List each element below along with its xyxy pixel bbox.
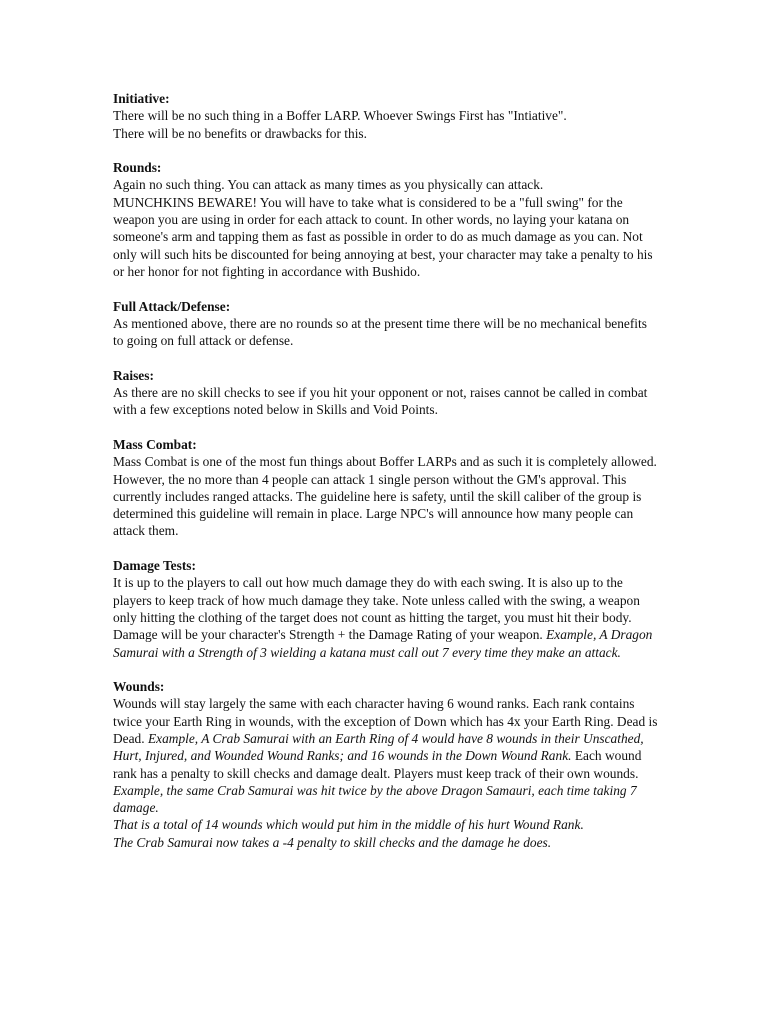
body-text: As there are no skill checks to see if you hit your opponent or not, raises cannot be called in combat with a few exceptions noted below in Skills and Void Points.: [113, 385, 648, 418]
body-text: Wounds will stay largely the same with each character having 6 wound ranks. Each rank contains twice your Earth Ring in wounds, with the exception of Down which has 4x your Earth Ring. Dead is Dead.: [113, 696, 658, 746]
section-initiative: [113, 90, 658, 142]
section-body: [113, 453, 658, 539]
section-heading: Mass Combat:: [113, 436, 197, 452]
body-text: Each wound rank has a penalty to skill checks and damage dealt. Players must keep track of their own wounds.: [113, 748, 642, 781]
body-text: There will be no such thing in a Boffer LARP. Whoever Swings First has "Intiative". There will be no benefits or drawbacks for this.: [113, 108, 567, 141]
body-text: As mentioned above, there are no rounds so at the present time there will be no mechanical benefits to going on full attack or defense.: [113, 315, 647, 349]
section-body: [113, 315, 658, 350]
example-text: Example, the same Crab Samurai was hit twice by the above Dragon Samauri, each time taking 7 damage. That is a total of 14 wounds which would put him in the middle of his hurt Wound Rank. The Crab Samurai now takes a -4 penalty to skill checks and the damage he does.: [113, 782, 637, 850]
section-body: [113, 695, 658, 851]
section-mass-combat: [113, 436, 658, 540]
section-heading: Rounds:: [113, 160, 162, 176]
section-heading: Raises:: [113, 367, 154, 383]
section-heading: Initiative:: [113, 91, 170, 106]
section-rounds: [113, 159, 658, 280]
section-heading: Full Attack/Defense:: [113, 298, 231, 314]
section-damage-tests: [113, 557, 658, 661]
section-heading: Wounds:: [113, 679, 165, 695]
section-raises: [113, 367, 658, 419]
example-text: Example, A Crab Samurai with an Earth Ring of 4 would have 8 wounds in their Unscathed, Hurt, Injured, and Wounded Wound Ranks; and 16 wounds in the Down Wound Rank.: [113, 730, 644, 764]
section-wounds: [113, 678, 658, 851]
section-body: [113, 384, 658, 419]
body-text: It is up to the players to call out how much damage they do with each swing. It is also up to the players to keep track of how much damage they take. Note unless called with the swing, a weapon only hitting the clothing of the target does not count as hitting the target, you must hit their body. Damage will be your character's Strength + the Damage Rating of your weapon.: [113, 575, 640, 643]
document-page: [113, 90, 658, 868]
example-text: Example, A Dragon Samurai with a Strength of 3 wielding a katana must call out 7 every time they make an attack.: [113, 627, 653, 660]
section-body: [113, 107, 658, 142]
section-full-attack-defense: [113, 298, 658, 350]
section-body: [113, 574, 658, 660]
body-text: Again no such thing. You can attack as many times as you physically can attack. MUNCHKINS BEWARE! You will have to take what is considered to be a "full swing" for the weapon you are using in order for each attack to count. In other words, no laying your katana on someone's arm and tapping them as fast as possible in order to do as much damage as you can. Not only will such hits be discounted for being annoying at best, your character may take a penalty to his or her honor for not fighting in accordance with Bushido.: [113, 177, 653, 279]
body-text: Mass Combat is one of the most fun things about Boffer LARPs and as such it is completely allowed. However, the no more than 4 people can attack 1 single person without the GM's approval. This currently includes ranged attacks. The guideline here is safety, until the skill caliber of the group is determined this guideline will remain in place. Large NPC's will announce how many people can attack them.: [113, 454, 657, 539]
section-body: [113, 176, 658, 280]
section-heading: Damage Tests:: [113, 558, 196, 574]
